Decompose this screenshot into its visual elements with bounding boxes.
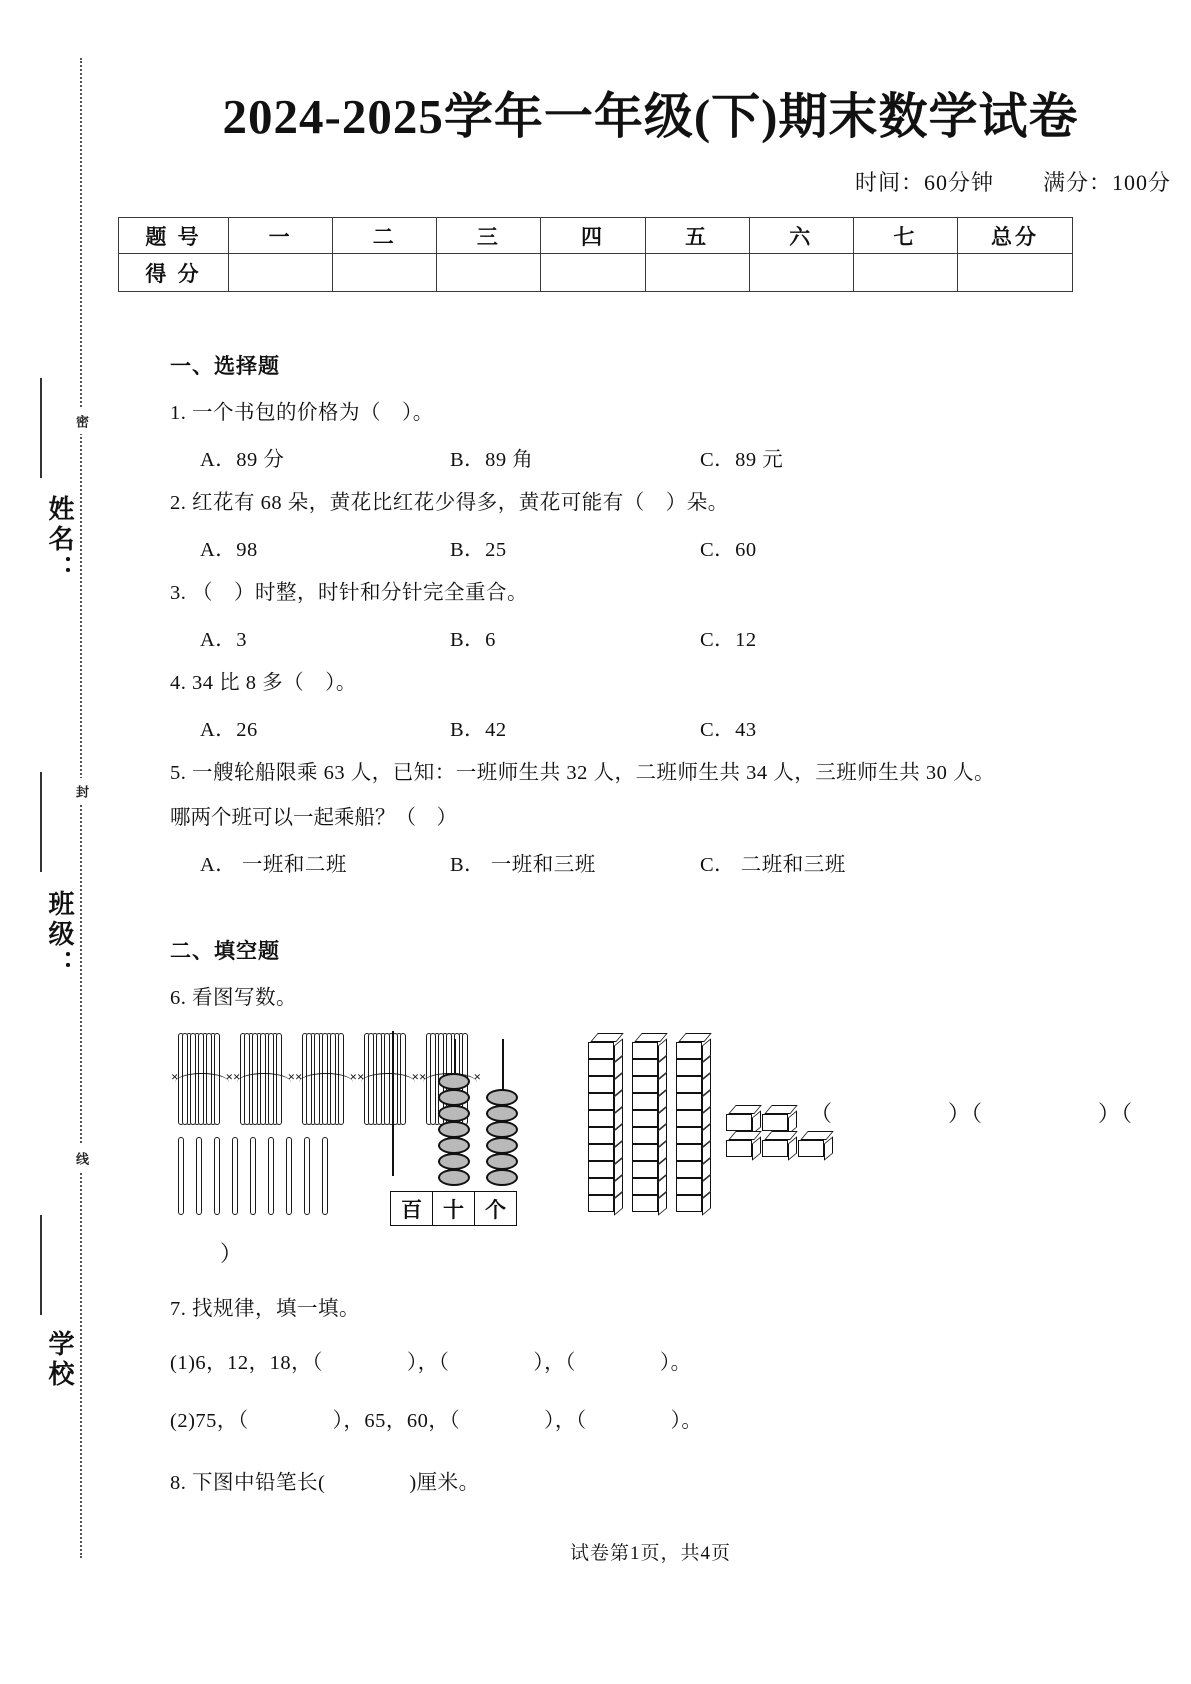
score-col-7: 七 bbox=[853, 218, 957, 254]
abacus-bead bbox=[486, 1121, 518, 1138]
page-footer: 试卷第1页，共4页 bbox=[569, 1543, 731, 1564]
question-2-option-b[interactable]: B．25 bbox=[450, 538, 507, 561]
abacus-bead bbox=[486, 1089, 518, 1106]
question-6-blank-tail[interactable]: ） bbox=[220, 1241, 243, 1267]
seal-char-mi: 密 bbox=[68, 408, 94, 434]
place-value-table bbox=[390, 1191, 517, 1226]
stick-bundle-2: × × bbox=[240, 1033, 288, 1125]
full-score-label: 满分：100分 bbox=[1042, 170, 1171, 195]
abacus-bead bbox=[486, 1153, 518, 1170]
question-5-option-a[interactable]: A． 一班和二班 bbox=[200, 854, 347, 877]
question-3-body: （ ）时整，时针和分针完全重合。 bbox=[192, 581, 528, 604]
place-value-hundreds: 百 bbox=[391, 1192, 433, 1226]
question-3-option-b[interactable]: B．6 bbox=[450, 628, 496, 651]
time-limit-label: 时间：60分钟 bbox=[854, 170, 994, 195]
cube-tower-3 bbox=[676, 1033, 716, 1223]
score-col-3: 三 bbox=[437, 218, 541, 254]
section-heading-fill: 二、填空题 bbox=[170, 939, 280, 964]
question-3-options bbox=[170, 622, 1161, 652]
question-6-text bbox=[170, 981, 1161, 1017]
question-2-options bbox=[170, 532, 1161, 562]
question-5-option-b[interactable]: B． 一班和三班 bbox=[450, 854, 596, 877]
abacus-figure bbox=[392, 1031, 562, 1222]
question-7-text bbox=[170, 1292, 1161, 1328]
question-7-number: 7. bbox=[170, 1298, 187, 1321]
bundle-tie bbox=[175, 1073, 229, 1089]
score-cell-5[interactable] bbox=[645, 254, 749, 292]
score-cell-4[interactable] bbox=[541, 254, 645, 292]
question-1-option-c[interactable]: C．89 元 bbox=[700, 448, 784, 471]
question-4-option-a[interactable]: A．26 bbox=[200, 718, 258, 741]
question-8-text bbox=[170, 1466, 1161, 1502]
page-title: 2024-2025学年一年级(下)期末数学试卷 bbox=[222, 89, 1079, 144]
question-2-option-a[interactable]: A．98 bbox=[200, 538, 258, 561]
loose-cube-4 bbox=[762, 1131, 798, 1159]
stick-bundle-4: × × bbox=[364, 1033, 412, 1125]
question-6-answer-blanks[interactable]: （ ）（ ）（ bbox=[810, 1101, 1134, 1127]
question-4-number: 4. bbox=[170, 671, 187, 694]
stick-bundle-1 bbox=[171, 1033, 233, 1125]
question-7-sub-1[interactable]: (1)6，12，18，（ ），（ ），（ ）。 bbox=[170, 1352, 692, 1374]
question-1-options bbox=[170, 442, 1161, 472]
question-5-option-c[interactable]: C． 二班和三班 bbox=[700, 854, 846, 877]
score-cell-3[interactable] bbox=[437, 254, 541, 292]
question-4-text bbox=[170, 666, 1161, 702]
exam-content bbox=[110, 292, 1191, 1502]
question-7-body: 找规律，填一填。 bbox=[192, 1298, 360, 1321]
question-4-body: 34 比 8 多（ ）。 bbox=[192, 671, 357, 694]
student-name-label: 姓名： bbox=[45, 495, 74, 585]
loose-cube-1 bbox=[726, 1105, 762, 1133]
loose-cube-3 bbox=[726, 1131, 762, 1159]
seal-char-feng: 封 bbox=[68, 778, 94, 804]
question-2-option-c[interactable]: C．60 bbox=[700, 538, 757, 561]
abacus-bead bbox=[438, 1105, 470, 1122]
section-heading-choice: 一、选择题 bbox=[170, 354, 280, 378]
class-field-rule bbox=[40, 772, 42, 872]
stick-bundle-5: × × bbox=[426, 1033, 474, 1125]
score-col-2: 二 bbox=[333, 218, 437, 254]
question-1-text bbox=[170, 396, 1161, 432]
abacus-bead bbox=[438, 1169, 470, 1186]
question-5-number: 5. bbox=[170, 761, 187, 784]
question-6-body: 看图写数。 bbox=[192, 987, 297, 1010]
question-1-number: 1. bbox=[170, 402, 187, 424]
loose-sticks-group bbox=[178, 1137, 358, 1217]
stick-bundle-3: × × bbox=[302, 1033, 350, 1125]
question-3-text bbox=[170, 576, 1161, 612]
school-field-rule bbox=[40, 1215, 42, 1315]
question-8-body[interactable]: 下图中铅笔长( )厘米。 bbox=[192, 1471, 480, 1494]
seal-dotted-line bbox=[80, 58, 82, 1558]
question-3-option-c[interactable]: C．12 bbox=[700, 628, 757, 651]
exam-page bbox=[110, 0, 1191, 1684]
score-col-1: 一 bbox=[229, 218, 333, 254]
student-class-label: 班级： bbox=[45, 890, 74, 980]
seal-char-xian: 线 bbox=[68, 1145, 94, 1171]
score-cell-6[interactable] bbox=[749, 254, 853, 292]
score-col-5: 五 bbox=[645, 218, 749, 254]
question-7-sub-2[interactable]: (2)75，（ ），65，60，（ ），（ ）。 bbox=[170, 1409, 703, 1432]
question-6-figure bbox=[170, 1027, 1161, 1237]
question-4-option-c[interactable]: C．43 bbox=[700, 718, 757, 741]
question-8-number: 8. bbox=[170, 1471, 187, 1494]
score-row-label-points: 得 分 bbox=[119, 254, 229, 292]
score-cell-1[interactable] bbox=[229, 254, 333, 292]
question-5-text bbox=[170, 756, 1161, 792]
abacus-bead bbox=[438, 1137, 470, 1154]
question-1-option-a[interactable]: A．89 分 bbox=[200, 448, 285, 471]
question-2-number: 2. bbox=[170, 491, 187, 514]
abacus-bead bbox=[438, 1121, 470, 1138]
abacus-bead bbox=[486, 1137, 518, 1154]
question-5-text-line2: 哪两个班可以一起乘船？（ ） bbox=[170, 807, 457, 830]
question-5-body: 一艘轮船限乘 63 人，已知：一班师生共 32 人，二班师生共 34 人，三班师生共 30 人。 bbox=[192, 761, 995, 784]
score-col-6: 六 bbox=[749, 218, 853, 254]
score-col-4: 四 bbox=[541, 218, 645, 254]
score-table-header-row bbox=[119, 218, 1073, 254]
score-cell-total[interactable] bbox=[958, 254, 1073, 292]
loose-cube-5 bbox=[798, 1131, 834, 1159]
student-school-label: 学校 bbox=[45, 1330, 74, 1390]
question-2-text bbox=[170, 486, 1161, 522]
bundle-knot-left: × bbox=[171, 1069, 179, 1085]
exam-meta bbox=[110, 166, 1191, 197]
question-3-option-a[interactable]: A．3 bbox=[200, 628, 248, 651]
score-table-value-row bbox=[119, 254, 1073, 292]
question-1-body: 一个书包的价格为（ ）。 bbox=[192, 402, 434, 424]
question-3-number: 3. bbox=[170, 581, 187, 604]
score-col-total: 总分 bbox=[958, 218, 1073, 254]
abacus-bead bbox=[438, 1073, 470, 1090]
place-value-tens: 十 bbox=[433, 1192, 475, 1226]
name-field-rule bbox=[40, 378, 42, 478]
abacus-bead bbox=[486, 1105, 518, 1122]
question-2-body: 红花有 68 朵，黄花比红花少得多，黄花可能有（ ）朵。 bbox=[192, 491, 729, 514]
question-6-number: 6. bbox=[170, 987, 187, 1010]
seal-line-sidebar bbox=[0, 0, 110, 1684]
abacus-frame bbox=[392, 1031, 394, 1176]
abacus-bead bbox=[438, 1153, 470, 1170]
score-table bbox=[118, 217, 1073, 292]
question-1-option-b[interactable]: B．89 角 bbox=[450, 448, 534, 471]
cube-tower-2 bbox=[632, 1033, 672, 1223]
score-cell-7[interactable] bbox=[853, 254, 957, 292]
question-5-options bbox=[170, 847, 1161, 877]
abacus-bead bbox=[438, 1089, 470, 1106]
abacus-bead bbox=[486, 1169, 518, 1186]
place-value-ones: 个 bbox=[475, 1192, 517, 1226]
bundle-knot-right: × bbox=[225, 1069, 233, 1085]
question-4-option-b[interactable]: B．42 bbox=[450, 718, 507, 741]
cube-tower-1 bbox=[588, 1033, 628, 1223]
question-4-options bbox=[170, 712, 1161, 742]
loose-cube-2 bbox=[762, 1105, 798, 1133]
score-cell-2[interactable] bbox=[333, 254, 437, 292]
score-row-label-number: 题 号 bbox=[119, 218, 229, 254]
